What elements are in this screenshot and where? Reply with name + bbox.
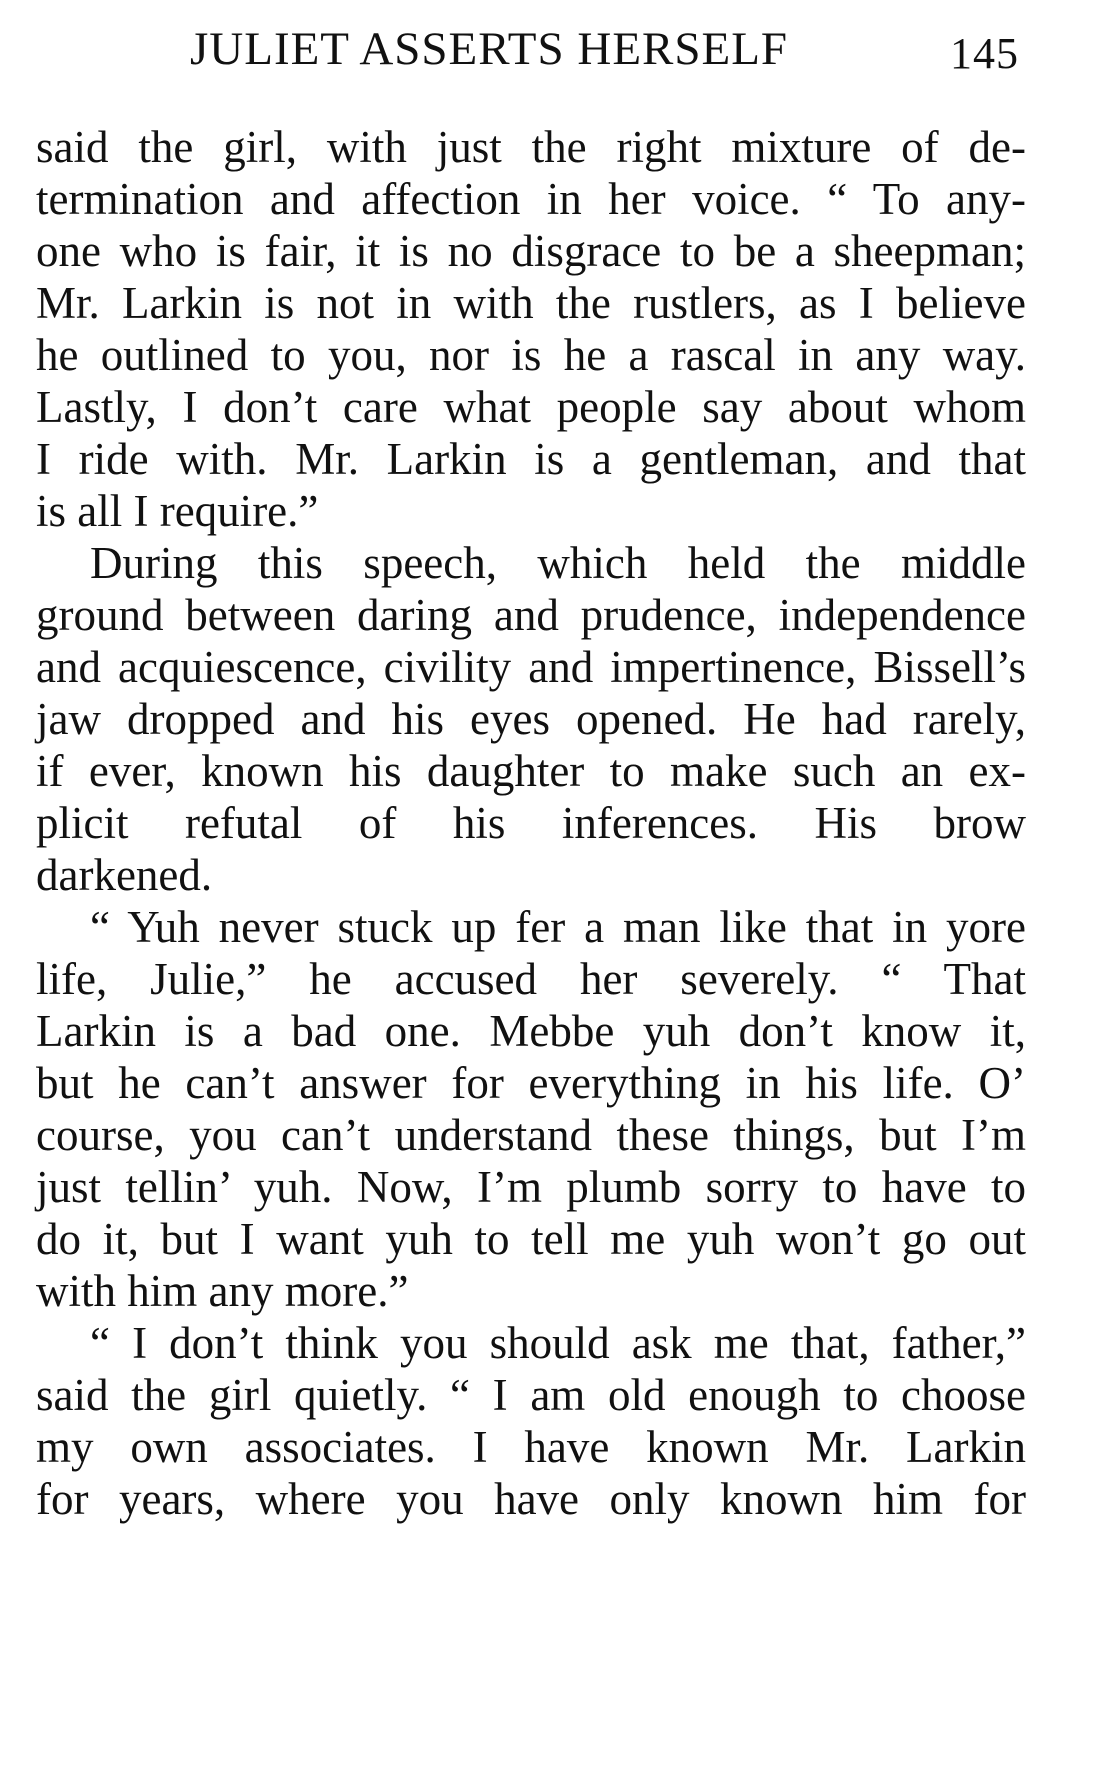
page-number: 145 — [950, 29, 1019, 78]
text-line: said the girl, with just the right mixture of de- — [36, 122, 1026, 172]
page-header — [190, 22, 1030, 92]
text-line: darkened. — [36, 850, 213, 900]
running-title: JULIET ASSERTS HERSELF — [190, 23, 789, 75]
text-line: I ride with. Mr. Larkin is a gentleman, and that — [36, 434, 1026, 484]
text-line: and acquiescence, civility and impertinence, Bissell’s — [36, 642, 1026, 692]
text-line: my own associates. I have known Mr. Larkin — [36, 1422, 1026, 1472]
paragraph-first-line: During this speech, which held the middle — [90, 538, 1026, 588]
text-line: but he can’t answer for everything in his life. O’ — [36, 1058, 1026, 1108]
text-line: life, Julie,” he accused her severely. “ That — [36, 954, 1026, 1004]
text-line: Lastly, I don’t care what people say about whom — [36, 382, 1026, 432]
paragraph-first-line: “ I don’t think you should ask me that, father,” — [90, 1318, 1026, 1368]
text-line: plicit refutal of his inferences. His brow — [36, 798, 1026, 848]
text-line: is all I require.” — [36, 486, 319, 536]
text-line: just tellin’ yuh. Now, I’m plumb sorry to have to — [36, 1162, 1026, 1212]
text-line: one who is fair, it is no disgrace to be a sheepman; — [36, 226, 1026, 276]
text-line: do it, but I want yuh to tell me yuh won’t go out — [36, 1214, 1026, 1264]
text-line: if ever, known his daughter to make such an ex- — [36, 746, 1026, 796]
text-line: Mr. Larkin is not in with the rustlers, as I believe — [36, 278, 1026, 328]
text-line: jaw dropped and his eyes opened. He had rarely, — [36, 694, 1026, 744]
text-line: Larkin is a bad one. Mebbe yuh don’t know it, — [36, 1006, 1026, 1056]
text-line: termination and affection in her voice. “ To any- — [36, 174, 1026, 224]
text-line: for years, where you have only known him for — [36, 1474, 1026, 1524]
paragraph-first-line: “ Yuh never stuck up fer a man like that in yore — [90, 902, 1026, 952]
text-line: ground between daring and prudence, independence — [36, 590, 1026, 640]
text-line: said the girl quietly. “ I am old enough to choose — [36, 1370, 1026, 1420]
text-line: he outlined to you, nor is he a rascal in any way. — [36, 330, 1026, 380]
text-line: with him any more.” — [36, 1266, 409, 1316]
text-line: course, you can’t understand these things, but I’m — [36, 1110, 1026, 1160]
